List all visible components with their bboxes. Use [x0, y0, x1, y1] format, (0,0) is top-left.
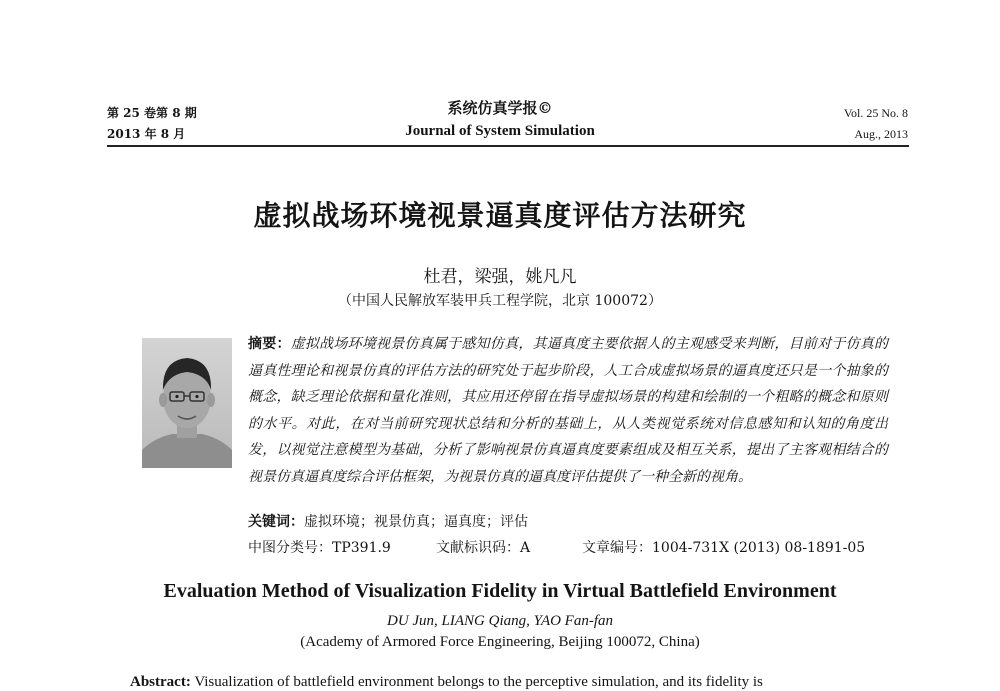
date-en: Aug., 2013 — [854, 127, 908, 141]
clc-number: 中图分类号：TP391.9 — [248, 540, 391, 556]
volume-en: Vol. 25 No. 8 — [843, 106, 908, 120]
abstract-cn — [248, 331, 888, 490]
date-cn: 2013 年 8 月 — [107, 127, 186, 141]
affiliation-en: (Academy of Armored Force Engineering, Beijing 100072, China) — [300, 634, 700, 650]
paper-title-en: Evaluation Method of Visualization Fidelity in Virtual Battlefield Environment — [163, 580, 837, 602]
header-right — [844, 103, 908, 145]
classification-line — [248, 538, 888, 558]
author-portrait-icon — [142, 338, 232, 468]
document-code: 文献标识码：A — [436, 540, 531, 556]
abstract-cn-text: 虚拟战场环境视景仿真属于感知仿真，其逼真度主要依据人的主观感受来判断，目前对于仿真的逼真性理论和视景仿真的评估方法的研究处于起步阶段，人工合成虚拟场景的逼真度还只是一个抽象的概念，缺乏理论依据和量化准则，其应用还停留在指导虚拟场景的构建和绘制的一个粗略的概念和原则的水平。对此，在对当前研究现状总结和分析的基础上，从人类视觉系统对信息感知和认知的角度出发，以视觉注意模型为基础，分析了影响视景仿真逼真度要素组成及相互关系，提出了主客观相结合的视景仿真逼真度综合评估框架，为视景仿真的逼真度评估提供了一种全新的视角。 — [248, 336, 889, 485]
authors-en: DU Jun, LIANG Qiang, YAO Fan-fan — [386, 613, 614, 629]
abstract-cn-label: 摘要： — [248, 336, 291, 352]
keywords-cn-label: 关键词： — [248, 514, 304, 530]
volume-issue-cn: 第 25 卷第 8 期 — [107, 106, 197, 120]
abstract-en-text: Visualization of battlefield environment belongs to the perceptive simulation, and its fidelity is — [194, 674, 763, 690]
authors-cn: 杜君，梁强，姚凡凡 — [423, 267, 577, 287]
keywords-cn — [248, 512, 528, 532]
author-photo — [142, 338, 232, 468]
affiliation-cn: （中国人民解放军装甲兵工程学院，北京 100072） — [338, 293, 662, 309]
abstract-en — [130, 674, 890, 691]
journal-name-en: Journal of System Simulation — [405, 123, 595, 139]
keywords-cn-text: 虚拟环境；视景仿真；逼真度；评估 — [304, 514, 528, 530]
header-rule — [107, 145, 909, 147]
article-number: 文章编号：1004-731X (2013) 08-1891-05 — [582, 540, 866, 556]
abstract-en-label: Abstract: — [130, 674, 191, 690]
journal-name-cn: 系统仿真学报© — [447, 99, 553, 117]
paper-title-cn: 虚拟战场环境视景逼真度评估方法研究 — [253, 199, 747, 232]
